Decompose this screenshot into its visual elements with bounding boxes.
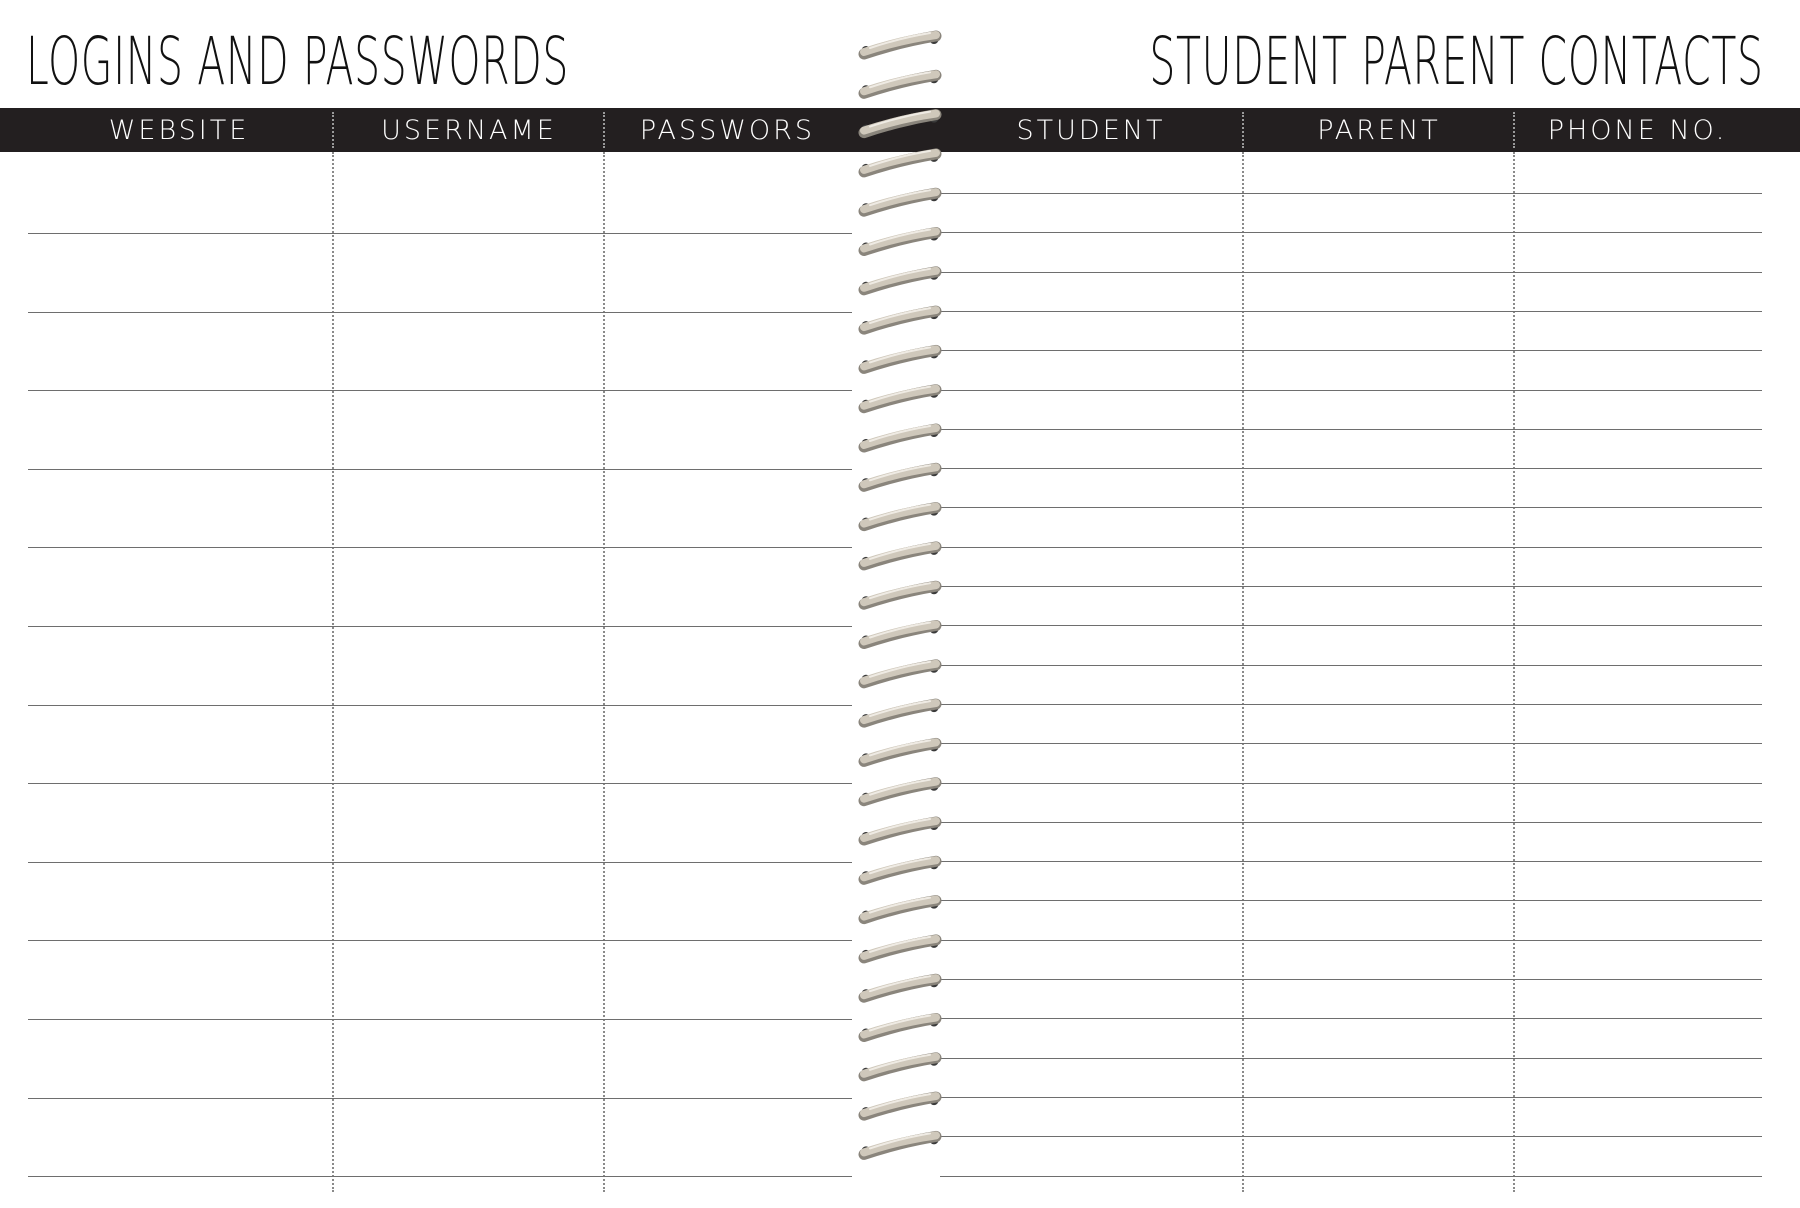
column-header-password: PASSWORS: [639, 115, 816, 146]
table-row: [940, 468, 1762, 469]
table-row: [940, 1018, 1762, 1019]
table-row: [940, 1176, 1762, 1177]
spiral-coil: [861, 504, 939, 530]
right-page-title: STUDENT PARENT CONTACTS: [1149, 23, 1764, 100]
column-header-student: STUDENT: [1016, 115, 1166, 146]
spiral-coil: [861, 739, 939, 765]
spiral-coil: [861, 268, 939, 294]
table-row: [940, 900, 1762, 901]
table-row: [28, 1176, 852, 1177]
table-row: [940, 940, 1762, 941]
table-row: [28, 233, 852, 234]
spiral-coil: [861, 229, 939, 255]
table-row: [940, 272, 1762, 273]
table-row: [28, 390, 852, 391]
table-row: [940, 1097, 1762, 1098]
table-row: [940, 783, 1762, 784]
table-row: [28, 1019, 852, 1020]
spiral-coil: [861, 975, 939, 1001]
table-row: [940, 1136, 1762, 1137]
table-row: [940, 743, 1762, 744]
spiral-coil: [861, 897, 939, 923]
table-row: [940, 625, 1762, 626]
table-row: [940, 704, 1762, 705]
spiral-coil: [861, 346, 939, 372]
spiral-coil: [861, 464, 939, 490]
spiral-coil: [861, 1093, 939, 1119]
spiral-coil: [861, 32, 939, 58]
spiral-coil: [861, 307, 939, 333]
column-header-username: USERNAME: [381, 115, 557, 146]
column-header-parent: PARENT: [1317, 115, 1441, 146]
table-row: [940, 350, 1762, 351]
spiral-coil: [861, 622, 939, 648]
table-row: [940, 665, 1762, 666]
table-row: [940, 390, 1762, 391]
spiral-coil: [861, 700, 939, 726]
table-row: [940, 979, 1762, 980]
spiral-coil: [861, 150, 939, 176]
table-row: [940, 547, 1762, 548]
table-row: [28, 783, 852, 784]
spiral-coil: [861, 582, 939, 608]
table-row: [940, 861, 1762, 862]
spiral-binding-icon: [850, 20, 950, 1195]
left-column-divider: [603, 152, 605, 1192]
table-row: [940, 586, 1762, 587]
spiral-coil: [861, 111, 939, 137]
table-row: [28, 469, 852, 470]
spiral-coil: [861, 818, 939, 844]
left-column-divider: [332, 152, 334, 1192]
table-row: [940, 193, 1762, 194]
table-row: [28, 626, 852, 627]
spiral-coil: [861, 1132, 939, 1158]
spiral-coil: [861, 71, 939, 97]
table-row: [28, 940, 852, 941]
column-header-phone: PHONE NO.: [1547, 115, 1728, 146]
table-row: [28, 705, 852, 706]
left-page-title: LOGINS AND PASSWORDS: [26, 23, 570, 100]
table-row: [940, 507, 1762, 508]
spiral-coil: [861, 779, 939, 805]
table-row: [28, 312, 852, 313]
column-header-website: WEBSITE: [108, 115, 250, 146]
table-row: [940, 311, 1762, 312]
right-column-divider: [1513, 152, 1515, 1192]
spiral-coil: [861, 936, 939, 962]
table-row: [940, 429, 1762, 430]
table-row: [28, 862, 852, 863]
table-row: [940, 1058, 1762, 1059]
spiral-coil: [861, 425, 939, 451]
spiral-coil: [861, 1015, 939, 1041]
spiral-coil: [861, 189, 939, 215]
spiral-coil: [861, 661, 939, 687]
table-row: [28, 1098, 852, 1099]
spiral-coil: [861, 1054, 939, 1080]
right-column-divider: [1242, 152, 1244, 1192]
spiral-coil: [861, 857, 939, 883]
table-row: [940, 232, 1762, 233]
table-row: [940, 822, 1762, 823]
table-row: [28, 547, 852, 548]
spiral-coil: [861, 386, 939, 412]
spiral-coil: [861, 543, 939, 569]
